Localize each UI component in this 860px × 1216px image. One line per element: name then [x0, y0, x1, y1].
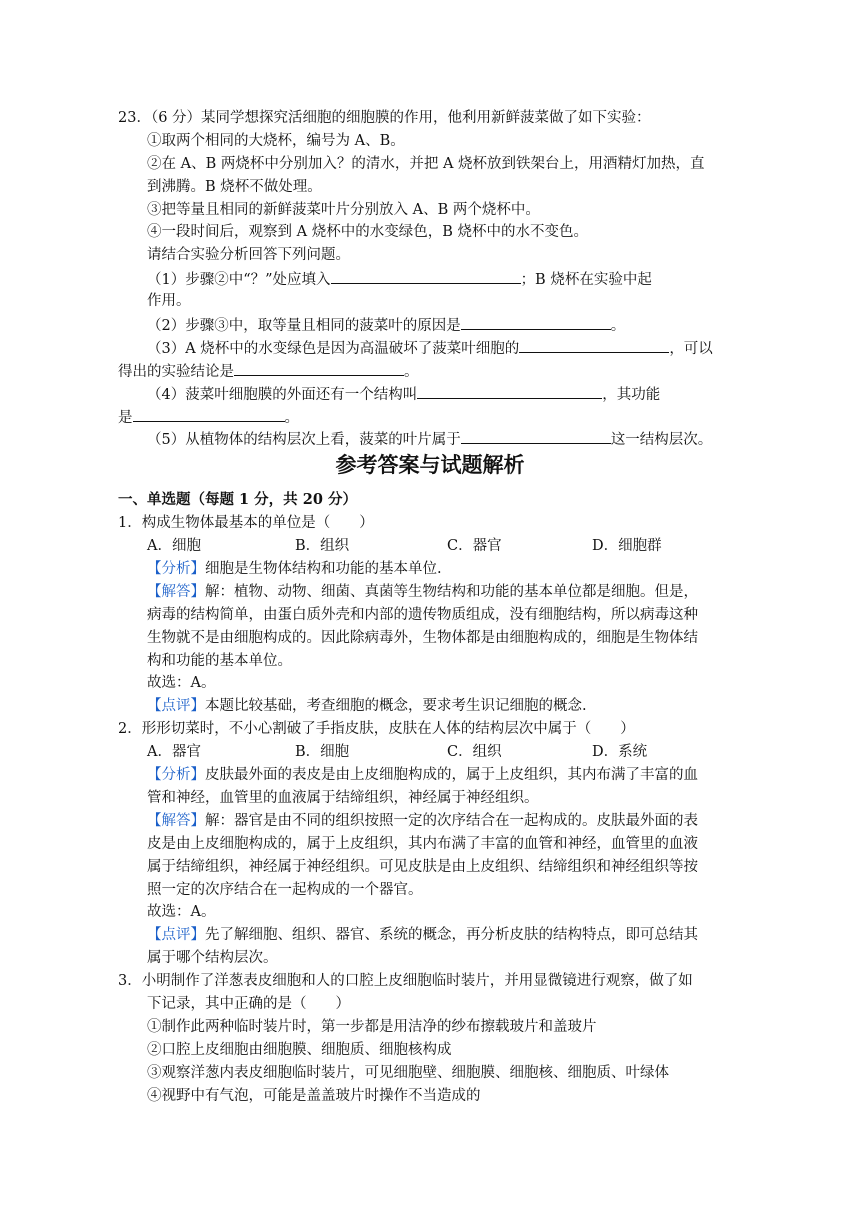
q23-part4-text2: ，其功能	[602, 387, 661, 403]
q2-choice: 故选：A。	[147, 904, 216, 920]
q23-stem: 23．（6 分）某同学想探究活细胞的细胞膜的作用，他利用新鲜菠菜做了如下实验：	[118, 110, 651, 126]
q23-part4-text3: 是	[118, 410, 133, 426]
q2-answer-line4: 照一定的次序结合在一起构成的一个器官。	[147, 882, 423, 898]
q23-part1-text2: ；B 烧杯在实验中起	[520, 272, 652, 288]
q23-step1: ①取两个相同的大烧杯，编号为 A、B。	[147, 133, 405, 149]
q2-answer-line3: 属于结缔组织，神经属于神经组织。可见皮肤是由上皮组织、结缔组织和神经组织等按	[147, 859, 698, 875]
q1-choice: 故选：A。	[147, 675, 216, 691]
analysis-tag: 【分析】	[147, 767, 205, 783]
q3-statement-1: ①制作此两种临时装片时，第一步都是用洁净的纱布擦载玻片和盖玻片	[147, 1019, 597, 1035]
q23-prompt: 请结合实验分析回答下列问题。	[147, 247, 350, 263]
q23-part5-end: 这一结构层次。	[610, 432, 713, 448]
q2-comment-text: 先了解细胞、组织、器官、系统的概念，再分析皮肤的结构特点，即可总结其	[205, 927, 698, 943]
q23-step3: ③把等量且相同的新鲜菠菜叶片分别放入 A、B 两个烧杯中。	[147, 202, 540, 218]
answer-blank[interactable]	[461, 428, 611, 444]
q2-answer-line2: 皮是由上皮细胞构成的，属于上皮组织，其内布满了丰富的血管和神经，血管里的血液	[147, 836, 698, 852]
answer-tag: 【解答】	[147, 813, 205, 829]
q3-stem-line2: 下记录，其中正确的是（ ）	[147, 996, 350, 1012]
analysis-tag: 【分析】	[147, 561, 205, 577]
comment-tag: 【点评】	[147, 698, 205, 714]
q3-statement-4: ④视野中有气泡，可能是盖盖玻片时操作不当造成的	[147, 1088, 481, 1104]
section-heading: 一、单选题（每题 1 分，共 20 分）	[118, 491, 357, 508]
q23-step2-cont: 到沸腾。B 烧杯不做处理。	[147, 179, 322, 195]
q1-comment-text: 本题比较基础，考查细胞的概念，要求考生识记细胞的概念.	[205, 698, 587, 714]
q23-part2-text: （2）步骤③中，取等量且相同的菠菜叶的原因是	[147, 318, 461, 334]
q1-stem: 1．构成生物体最基本的单位是（ ）	[118, 515, 374, 531]
answer-blank[interactable]	[519, 337, 669, 353]
q23-part1-cont: 作用。	[147, 293, 191, 309]
q2-analysis	[147, 765, 698, 785]
q23-part3-text: （3）A 烧杯中的水变绿色是因为高温破坏了菠菜叶细胞的	[147, 341, 520, 357]
answer-blank[interactable]	[417, 383, 602, 399]
q2-comment	[147, 925, 698, 945]
q1-answer-line4: 构和功能的基本单位。	[147, 653, 292, 669]
q23-part3	[147, 337, 713, 359]
q23-part4-end: 。	[284, 410, 299, 426]
answer-blank[interactable]	[331, 268, 521, 284]
q23-part2	[147, 314, 625, 336]
answer-blank[interactable]	[234, 360, 404, 376]
q1-comment	[147, 696, 587, 716]
q23-part3-cont	[118, 360, 419, 382]
q1-answer	[147, 582, 698, 602]
q23-part5	[147, 428, 712, 450]
q23-part4-cont	[118, 406, 299, 428]
q2-option-a: A．器官	[147, 744, 201, 760]
q2-option-c: C．组织	[447, 744, 502, 760]
q1-analysis-text: 细胞是生物体结构和功能的基本单位.	[205, 561, 442, 577]
q3-statement-3: ③观察洋葱内表皮细胞临时装片，可见细胞壁、细胞膜、细胞核、细胞质、叶绿体	[147, 1065, 669, 1081]
answer-blank[interactable]	[461, 314, 611, 330]
q23-part3-end: 。	[404, 364, 419, 380]
q23-part2-end: 。	[610, 318, 626, 334]
q23-part4-text: （4）菠菜叶细胞膜的外面还有一个结构叫	[147, 387, 418, 403]
q23-step2: ②在 A、B 两烧杯中分别加入？的清水，并把 A 烧杯放到铁架台上，用酒精灯加热，直	[147, 156, 705, 172]
q23-part5-text: （5）从植物体的结构层次上看，菠菜的叶片属于	[147, 432, 461, 448]
q23-part1-text: （1）步骤②中“？”处应填入	[147, 272, 331, 288]
q2-stem: 2．形形切菜时，不小心割破了手指皮肤，皮肤在人体的结构层次中属于（ ）	[118, 721, 635, 737]
answer-blank[interactable]	[133, 406, 285, 422]
q2-comment-line2: 属于哪个结构层次。	[147, 950, 278, 966]
q1-option-d: D．细胞群	[592, 538, 662, 554]
answer-section-title: 参考答案与试题解析	[335, 452, 525, 477]
q2-answer	[147, 811, 698, 831]
q3-statement-2: ②口腔上皮细胞由细胞膜、细胞质、细胞核构成	[147, 1042, 452, 1058]
q23-step4: ④一段时间后，观察到 A 烧杯中的水变绿色，B 烧杯中的水不变色。	[147, 224, 588, 240]
q1-option-b: B．组织	[295, 538, 350, 554]
q1-answer-text: 解：植物、动物、细菌、真菌等生物结构和功能的基本单位都是细胞。但是，	[205, 584, 698, 600]
q2-analysis-line2: 管和神经，血管里的血液属于结缔组织，神经属于神经组织。	[147, 790, 539, 806]
q1-answer-line3: 生物就不是由细胞构成的。因此除病毒外，生物体都是由细胞构成的，细胞是生物体结	[147, 630, 698, 646]
q1-option-a: A．细胞	[147, 538, 201, 554]
answer-tag: 【解答】	[147, 584, 205, 600]
q23-part4	[147, 383, 660, 405]
q23-part1	[147, 268, 652, 290]
q2-answer-text: 解：器官是由不同的组织按照一定的次序结合在一起构成的。皮肤最外面的表	[205, 813, 698, 829]
q2-analysis-text: 皮肤最外面的表皮是由上皮细胞构成的，属于上皮组织，其内布满了丰富的血	[205, 767, 698, 783]
q2-option-b: B．细胞	[295, 744, 350, 760]
q2-option-d: D．系统	[592, 744, 648, 760]
q1-answer-line2: 病毒的结构简单，由蛋白质外壳和内部的遗传物质组成，没有细胞结构，所以病毒这种	[147, 607, 698, 623]
q23-part3-text3: 得出的实验结论是	[118, 364, 234, 380]
q1-analysis	[147, 559, 442, 579]
comment-tag: 【点评】	[147, 927, 205, 943]
q3-stem: 3．小明制作了洋葱表皮细胞和人的口腔上皮细胞临时装片，并用显微镜进行观察，做了如	[118, 973, 693, 989]
q1-option-c: C．器官	[447, 538, 502, 554]
q23-part3-text2: ，可以	[669, 341, 713, 357]
